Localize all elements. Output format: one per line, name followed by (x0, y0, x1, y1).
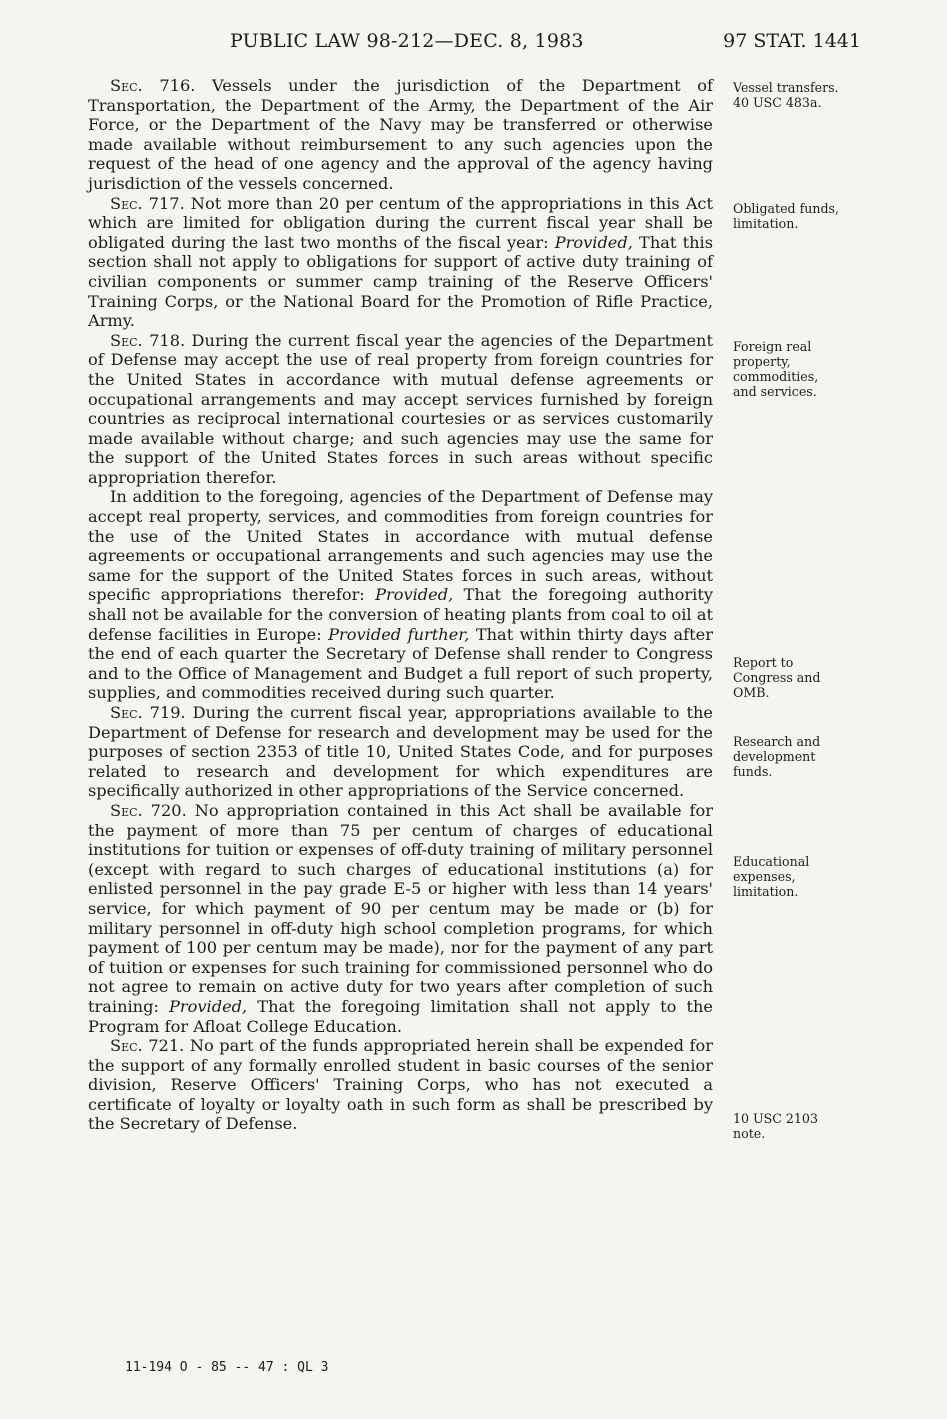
sidenote-vessel-transfers: Vessel transfers. 40 USC 483a. (733, 80, 839, 110)
sidenote-10-usc-2103: 10 USC 2103 note. (733, 1111, 818, 1141)
sidenote-educational-expenses: Educational expenses, limitation. (733, 854, 810, 899)
section-718: Sec. 718. During the current fiscal year the agencies of the Department of Defense may accept the use of real property from foreign countries for the United States in accordance with mutual defense agreements or occupational arrangements and may accept services furnished by foreign countries as reciprocal international courtesies or as services customarily made available without charge; and such agencies may use the same for the support of the United States forces in such areas without specific appropriation therefor. (88, 330, 713, 487)
sidenote-obligated-funds: Obligated funds, limitation. (733, 201, 840, 231)
sidenote-foreign-real-property: Foreign real property, commodities, and services. (733, 339, 819, 399)
section-719: Sec. 719. During the current fiscal year, appropriations available to the Department of Defense for research and development may be used for the purposes of section 2353 of title 10, United States Code, and for purposes related to research and development for which expenditures are specifically authorized in other appropriations of the Service concerned. (88, 703, 713, 801)
statute-page-reference: 97 STAT. 1441 (723, 30, 861, 52)
running-head: PUBLIC LAW 98-212—DEC. 8, 1983 (230, 30, 584, 52)
sidenote-report-to-congress: Report to Congress and OMB. (733, 655, 821, 700)
section-718-continued: In addition to the foregoing, agencies of the Department of Defense may accept real property, services, and commodities from foreign countries for the use of the United States in accordance with mutual defense agreements or occupational arrangements and such agencies may use the same for the support of the United States forces in such areas, without specific appropriations therefor: Provided, That the foregoing authority shall not be available for the conversion of heating plants from coal to oil at defense facilities in Europe: Provided further, That within thirty days after the end of each quarter the Secretary of Defense shall render to Congress and to the Office of Management and Budget a full report of such property, supplies, and commodities received during such quarter. (88, 487, 713, 703)
printing-code: 11-194 O - 85 -- 47 : QL 3 (125, 1360, 329, 1375)
section-717: Sec. 717. Not more than 20 per centum of the appropriations in this Act which are limited for obligation during the current fiscal year shall be obligated during the last two months of the fiscal year: Provided, That this section shall not apply to obligations for support of active duty training of civilian components or summer camp training of the Reserve Officers' Training Corps, or the National Board for the Promotion of Rifle Practice, Army. (88, 193, 713, 331)
section-720: Sec. 720. No appropriation contained in this Act shall be available for the payment of more than 75 per centum of charges of educational institutions for tuition or expenses of off-duty training of military personnel (except with regard to such charges of educational institutions (a) for enlisted personnel in the pay grade E-5 or higher with less than 14 years' service, for which payment of 90 per centum may be made or (b) for military personnel in off-duty high school completion programs, for which payment of 100 per centum may be made), nor for the payment of any part of tuition or expenses for such training for commissioned personnel who do not agree to remain on active duty for two years after completion of such training: Provided, That the foregoing limitation shall not apply to the Program for Afloat College Education. (88, 800, 713, 1036)
statute-body (88, 76, 713, 1134)
page-header (0, 30, 947, 60)
sidenote-research-development: Research and development funds. (733, 734, 821, 779)
section-716: Sec. 716. Vessels under the jurisdiction of the Department of Transportation, the Department of the Army, the Department of the Air Force, or the Department of the Navy may be transferred or otherwise made available without reimbursement to any such agencies upon the request of the head of one agency and the approval of the agency having jurisdiction of the vessels concerned. (88, 76, 713, 193)
section-721: Sec. 721. No part of the funds appropriated herein shall be expended for the support of any formally enrolled student in basic courses of the senior division, Reserve Officers' Training Corps, who has not executed a certificate of loyalty or loyalty oath in such form as shall be prescribed by the Secretary of Defense. (88, 1036, 713, 1134)
